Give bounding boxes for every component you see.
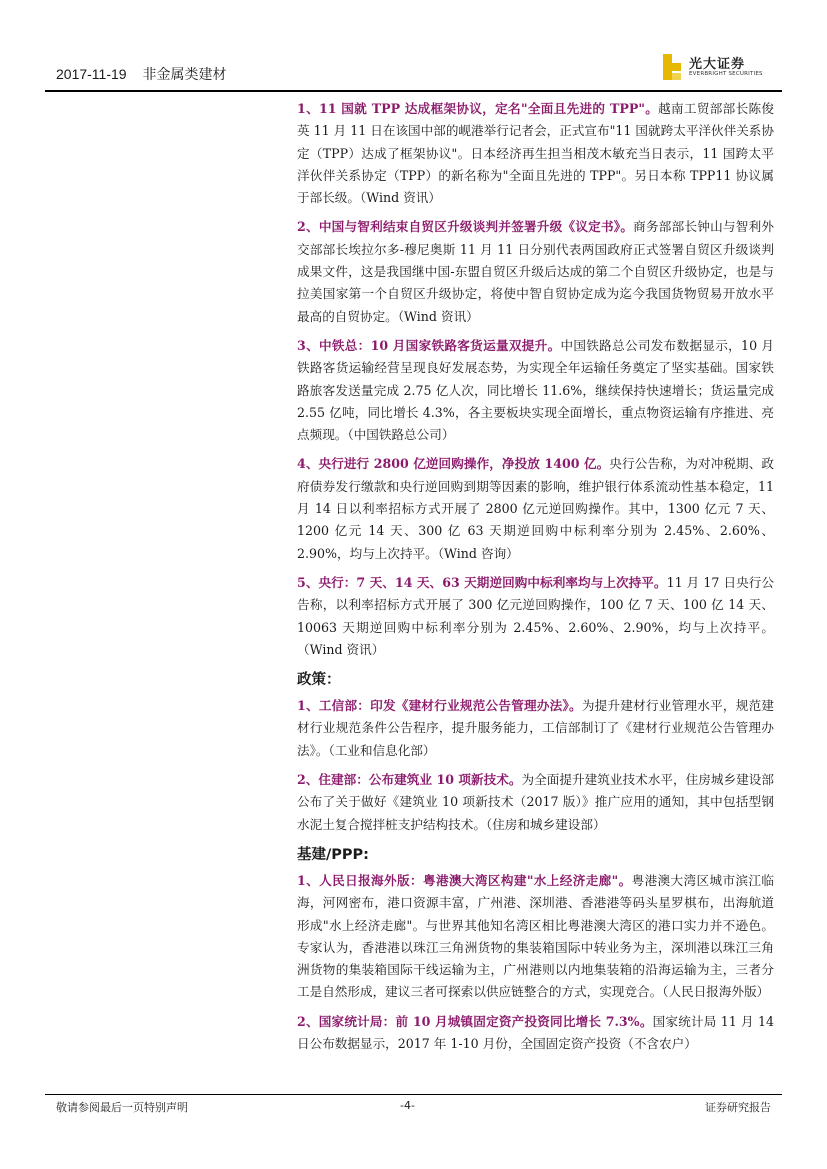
news-item bbox=[297, 453, 774, 564]
policy-item bbox=[297, 769, 774, 836]
infra-body: 国家统计局 11 月 14 日公布数据显示，2017 年 1-10 月份，全国固定资产投资（不含农户） bbox=[297, 1013, 774, 1051]
policy-headline: 1、工信部：印发《建材行业规范公告管理办法》。 bbox=[297, 698, 582, 714]
logo-english-name: EVERBRIGHT SECURITIES bbox=[689, 71, 763, 77]
infra-headline: 2、国家统计局：前 10 月城镇固定资产投资同比增长 7.3%。 bbox=[297, 1013, 653, 1029]
policy-headline: 2、住建部：公布建筑业 10 项新技术。 bbox=[297, 772, 522, 788]
news-item bbox=[297, 335, 774, 446]
report-category: 非金属类建材 bbox=[142, 66, 227, 82]
company-logo bbox=[661, 50, 771, 86]
section-title-infra: 基建/PPP: bbox=[297, 846, 369, 863]
infra-headline: 1、人民日报海外版：粤港澳大湾区构建"水上经济走廊"。 bbox=[297, 872, 632, 888]
news-headline: 5、央行：7 天、14 天、63 天期逆回购中标利率均与上次持平。 bbox=[297, 574, 667, 590]
news-item bbox=[297, 98, 774, 209]
news-body: 央行公告称，为对冲税期、政府债券发行缴款和央行逆回购到期等因素的影响，维护银行体系流动性基本稳定，11 月 14 日以利率招标方式开展了 2800 亿元逆回购操作。其中，1300 亿元 7 天、1200 亿元 14 天、300 亿 63 天期逆回购中标利率分别为 2.45%、2.60%、2.90%，均与上次持平。（Wind 咨询） bbox=[297, 456, 774, 561]
main-content bbox=[297, 98, 774, 1062]
footer-report-type: 证券研究报告 bbox=[705, 1101, 771, 1114]
page-header bbox=[56, 50, 771, 90]
news-body: 中国铁路总公司发布数据显示，10 月铁路客货运输经营呈现良好发展态势，为实现全年运输任务奠定了坚实基础。国家铁路旅客发送量完成 2.75 亿人次，同比增长 11.6%，继续保持快速增长；货运量完成 2.55 亿吨，同比增长 4.3%，各主要板块实现全面增长，重点物资运输有序推进、亮点频现。（中国铁路总公司） bbox=[297, 337, 774, 443]
policy-body: 为全面提升建筑业技术水平，住房城乡建设部公布了关于做好《建筑业 10 项新技术（2017 版）》推广应用的通知，其中包括型钢水泥土复合搅拌桩支护结构技术。（住房和城乡建设部） bbox=[297, 772, 774, 832]
page-number: -4- bbox=[400, 1099, 415, 1112]
news-item bbox=[297, 572, 774, 661]
news-body: 商务部部长钟山与智利外交部部长埃拉尔多-穆尼奥斯 11 月 11 日分别代表两国政府正式签署自贸区升级谈判成果文件，这是我国继中国-东盟自贸区升级后达成的第二个自贸区升级协定，也是与拉美国家第一个自贸区升级协定，将使中智自贸协定成为迄今我国货物贸易开放水平最高的自贸协定。（Wind 资讯） bbox=[297, 219, 775, 324]
footer-disclaimer: 敬请参阅最后一页特别声明 bbox=[56, 1101, 188, 1114]
infra-item bbox=[297, 870, 774, 1004]
news-headline: 4、央行进行 2800 亿逆回购操作，净投放 1400 亿。 bbox=[297, 456, 610, 472]
report-date: 2017-11-19 bbox=[56, 66, 127, 82]
news-body: 越南工贸部部长陈俊英 11 月 11 日在该国中部的岘港举行记者会，正式宣布"11 国就跨太平洋伙伴关系协定（TPP）达成了框架协议"。日本经济再生担当相茂木敏充当日表示，11 国跨太平洋伙伴关系协定（TPP）的新名称为"全面且先进的 TPP"。另日本称 TPP11 协议属于部长级。（Wind 资讯） bbox=[297, 101, 774, 206]
section-title-policy: 政策： bbox=[297, 672, 341, 689]
header-meta bbox=[56, 64, 238, 84]
header-divider bbox=[45, 90, 782, 92]
policy-item bbox=[297, 695, 774, 762]
news-body: 11 月 17 日央行公告称，以利率招标方式开展了 300 亿元逆回购操作，100 亿 7 天、100 亿 14 天、10063 天期逆回购中标利率分别为 2.45%、2.60%、2.90%，均与上次持平。（Wind 资讯） bbox=[297, 574, 775, 657]
news-headline: 3、中铁总：10 月国家铁路客货运量双提升。 bbox=[297, 337, 561, 353]
infra-item bbox=[297, 1011, 774, 1056]
news-headline: 2、中国与智利结束自贸区升级谈判并签署升级《议定书》。 bbox=[297, 219, 634, 235]
logo-mark-icon bbox=[661, 54, 683, 80]
infra-body: 粤港澳大湾区城市滨江临海，河网密布，港口资源丰富，广州港、深圳港、香港港等码头星罗棋布，出海航道形成"水上经济走廊"。与世界其他知名湾区相比粤港澳大湾区的港口实力并不逊色。专家认为，香港港以珠江三角洲货物的集装箱国际中转业务为主，深圳港以珠江三角洲货物的集装箱国际干线运输为主，广州港则以内地集装箱的沿海运输为主，三者分工是自然形成，建议三者可探索以供应链整合的方式，实现竞合。（人民日报海外版） bbox=[297, 872, 774, 1000]
footer-divider bbox=[45, 1094, 782, 1095]
logo-chinese-name: 光大证券 bbox=[689, 57, 746, 72]
news-headline: 1、11 国就 TPP 达成框架协议，定名"全面且先进的 TPP"。 bbox=[297, 101, 659, 116]
policy-body: 为提升建材行业管理水平，规范建材行业规范条件公告程序，提升服务能力，工信部制订了《建材行业规范公告管理办法》。（工业和信息化部） bbox=[297, 698, 775, 758]
news-item bbox=[297, 216, 774, 327]
